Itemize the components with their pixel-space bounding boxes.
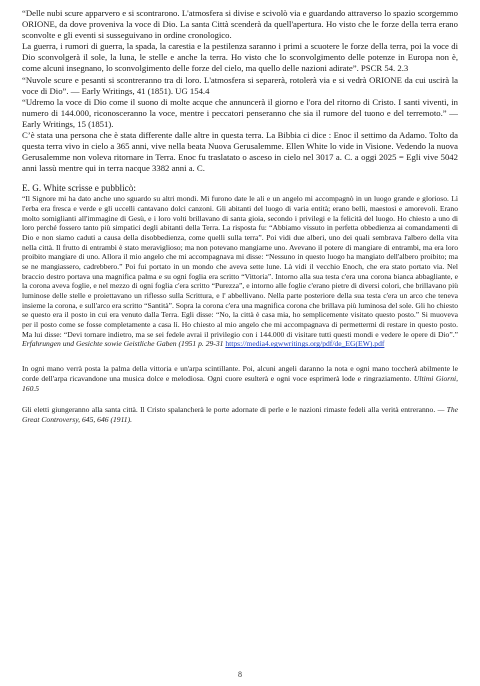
paragraph-clouds-quote: “Nuvole scure e pesanti si scontreranno tra di loro. L'atmosfera si separerà, rotolerà via e si vedrà ORIONE da cui uscirà la voce di Dio”. — Early Writings, 41 (1851). UG 154.4 [22, 74, 458, 96]
document-page [22, 8, 458, 425]
harp-source: Ultimi Giorni, 160.5 [22, 373, 458, 393]
city-text: Gli eletti giungeranno alla santa città. Il Cristo spalancherà le porte adornate di perle e le nazioni rimaste fedeli alla verità entreranno. [22, 405, 436, 415]
paragraph-war-quote: La guerra, i rumori di guerra, la spada, la carestia e la pestilenza saranno i primi a scuotere le forze della terra, poi la voce di Dio sconvolgerà il sole, la luna, le stelle e anche la terra. Ho visto che lo sconvolgimento delle potenze in Europa non è, come alcuni insegnano, lo sconvolgimento delle forze del cielo, ma quello delle nazioni adirate”. PSCR 54. 2.3 [22, 41, 458, 74]
paragraph-enoch: C’è stata una persona che è stata differente dalle altre in questa terra. La Bibbia ci dice : Enoc il settimo da Adamo. Tolto da questa terra vivo in cielo a 365 anni, vive nella beata Nuova Gerusalemme. Ellen White lo vide in Visione. Vedendo la nuova Gerusalemme non voleva ritornare in Terra. Enoc fu traslatato o asceso in cielo nel 3017 a. C. a oggi 2025 = Egli vive 5042 anni lassù mentre qui in terra nacque 3382 anni a. C. [22, 130, 458, 174]
paragraph-orione-quote: “Delle nubi scure apparvero e si scontrarono. L'atmosfera si divise e scivolò via e guardando attraverso lo spazio scorgemmo ORIONE, da dove proveniva la voce di Dio. La santa Città scenderà da quell'apertura. Ho visto che le forze della terra erano sconvolte e gli eventi si susseguivano in ordine cronologico. [22, 8, 458, 41]
harp-paragraph [22, 364, 458, 393]
spacer [22, 349, 458, 364]
white-quote-text: “Il Signore mi ha dato anche uno sguardo su altri mondi. Mi furono date le ali e un angelo mi accompagnò in un luogo grande e glorioso. Lì l'erba era fresca e verde e gli uccelli cantavano dolci canzoni. Gli abitanti del luogo di varia entità; erano belli, maestosi e amorevoli. Erano molto somiglianti all'immagine di Gesù, e i loro volti brillavano di santa gioia, secondo i privilegi e la felicità del luogo. Ho chiesto a uno di loro perché fossero tanto più simpatici degli abitanti della Terra. La risposta fu: “Abbiamo vissuto in perfetta obbedienza ai comandamenti di Dio e non siamo caduti a causa della disobbedienza, come quelli sulla terra”. Poi vidi due alberi, uno dei quali sembrava l'albero della vita nella città. Il frutto di entrambi è stato meraviglioso; ma non potevano mangiarne uno. Avevano il potere di mangiare di entrambi, ma era loro proibito mangiare di uno. Allora il mio angelo che mi accompagnava mi disse: “Nessuno in questo luogo ha mangiato dell'albero proibito; ma se ne mangiassero, cadrebbero.” Poi fui portato in un mondo che aveva sette lune. Là vidi il vecchio Enoch, che era stato portato via. Nel braccio destro portava una magnifica palma e su ogni foglia era scritto “Vittoria”. Intorno alla sua testa c'era una corona bianca abbagliante, e la corona aveva foglie, e nel mezzo di ogni foglia c'era scritto “Purezza”, e intorno alle foglie c'erano pietre di diversi colori, che brillavano più luminose delle stelle e proiettavano un riflesso sulla Scrittura, e l' abbellivano. Nella parte posteriore della sua testa c'era un arco che teneva insieme la corona, e sull'arco era scritto “Santità”. Sopra la corona c'era una magnifica corona che brillava più luminosa del sole. Gli ho chiesto se questo era il posto in cui era venuto dalla Terra. Egli disse: “No, la città è casa mia, ho semplicemente visitato questo posto.” Si muoveva per il posto come se fosse completamente a casa lì. Ho chiesto al mio angelo che mi accompagnava di permettermi di restare in questo posto. Ma lui disse: “Devi tornare indietro, ma se sei fedele avrai il privilegio con i 144.000 di visitare tutti questi mondi e vedere le opere di Dio”.” [22, 194, 458, 339]
paragraph-voice-quote: “Udremo la voce di Dio come il suono di molte acque che annuncerà il giorno e l'ora del ritorno di Cristo. I santi viventi, in numero di 144.000, riconosceranno la voce, mentre i peccatori penseranno che sia il rumore del tuono e del terremoto.” — Early Writings, 15 (1851). [22, 96, 458, 129]
harp-text: In ogni mano verrà posta la palma della vittoria e un'arpa scintillante. Poi, alcuni angeli daranno la nota e ogni mano toccherà abilmente le corde dell'arpa ricavandone una musica dolce e melodiosa. Ogni cuore esulterà e ogni voce esprimerà lode e ringraziamento. [22, 363, 458, 383]
source-title: Erfahrungen und Gesichte sowie Geistliche Gaben (1951 p. 29-31 [22, 339, 224, 349]
page-number: 8 [238, 670, 242, 679]
spacer [22, 393, 458, 405]
city-source: — The Great Controversy, 645, 646 (1911). [22, 405, 458, 425]
city-paragraph [22, 405, 458, 425]
source-link[interactable]: https://media4.egwwritings.org/pdf/de_EG(EW).pdf [225, 339, 385, 349]
white-quote-block [22, 194, 458, 349]
section-heading: E. G. White scrisse e pubblicò: [22, 183, 136, 194]
